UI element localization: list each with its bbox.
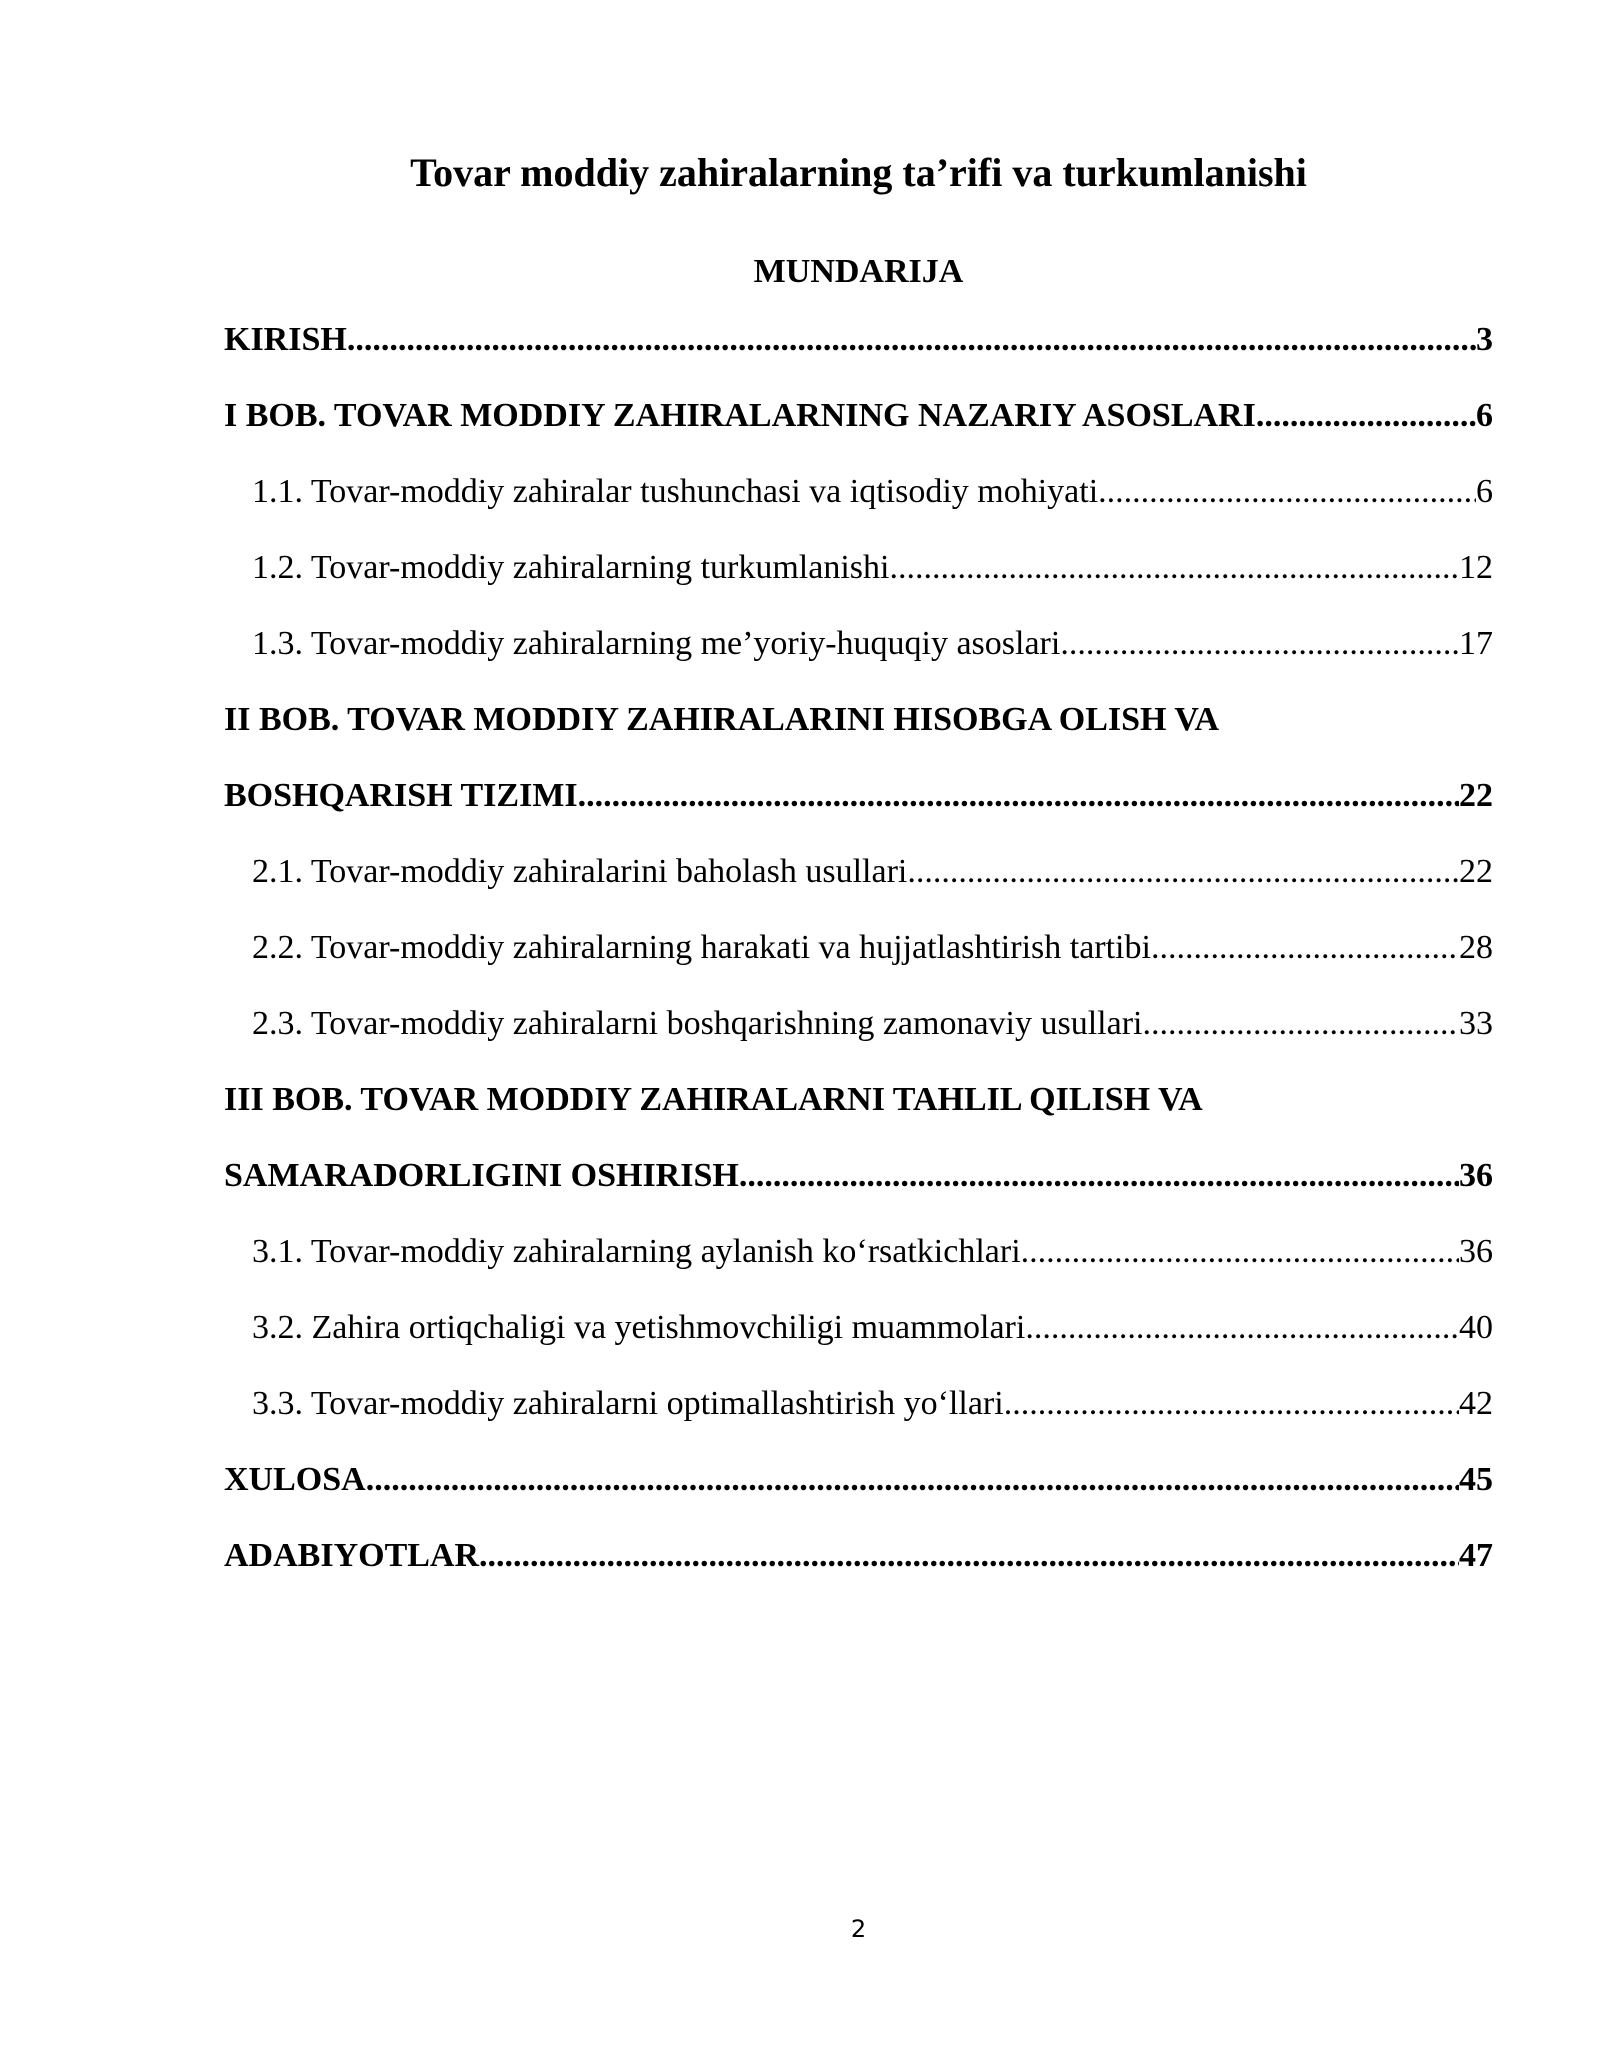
toc-leader-dots: [1256, 386, 1476, 446]
toc-entry-label: ADABIYOTLAR: [224, 1537, 480, 1574]
toc-leader-dots: [1143, 994, 1460, 1054]
toc-entry-label: 3.1. Tovar-moddiy zahiralarning aylanish ko‘rsatkichlari: [252, 1233, 1021, 1270]
toc-leader-dots: [1025, 1298, 1459, 1358]
toc-entry-chapter-1[interactable]: [224, 386, 1493, 462]
toc-leader-dots: [907, 842, 1459, 902]
toc-entry-page: 47: [1459, 1537, 1493, 1574]
toc-entry-page: 22: [1459, 777, 1493, 814]
toc-entry-chapter-3[interactable]: [224, 1070, 1493, 1222]
toc-leader-dots: [1004, 1374, 1459, 1434]
toc-entry-section-3-1[interactable]: [224, 1222, 1493, 1298]
toc-entry-section-1-1[interactable]: [224, 462, 1493, 538]
toc-entry-label: 1.3. Tovar-moddiy zahiralarning me’yoriy-huquqiy asoslari: [252, 625, 1061, 662]
toc-leader-dots: [366, 1450, 1459, 1510]
toc-entry-label-line1: III BOB. TOVAR MODDIY ZAHIRALARNI TAHLIL QILISH VA: [224, 1081, 1203, 1118]
toc-entry-section-2-3[interactable]: [224, 994, 1493, 1070]
toc-entry-page: 12: [1459, 549, 1493, 586]
document-title: Tovar moddiy zahiralarning ta’rifi va turkumlanishi: [410, 150, 1307, 195]
toc-entry-label: 3.3. Tovar-moddiy zahiralarni optimallashtirish yo‘llari: [252, 1385, 1004, 1422]
toc-entry-page: 6: [1476, 397, 1493, 434]
toc-entry-page: 36: [1459, 1233, 1493, 1270]
toc-entry-section-2-2[interactable]: [224, 918, 1493, 994]
toc-entry-label-line1: II BOB. TOVAR MODDIY ZAHIRALARINI HISOBGA OLISH VA: [224, 701, 1220, 738]
toc-entry-label-line2: SAMARADORLIGINI OSHIRISH: [224, 1157, 739, 1194]
toc-entry-label: KIRISH: [224, 321, 347, 358]
page-number: 2: [850, 1915, 867, 1943]
toc-entry-page: 3: [1476, 321, 1493, 358]
toc-entry-chapter-2[interactable]: [224, 690, 1493, 842]
toc-entry-page: 28: [1459, 929, 1493, 966]
toc-entry-page: 17: [1459, 625, 1493, 662]
toc-entry-kirish[interactable]: [224, 310, 1493, 386]
toc-entry-label: I BOB. TOVAR MODDIY ZAHIRALARNING NAZARIY ASOSLARI: [224, 397, 1256, 434]
toc-entry-page: 22: [1459, 853, 1493, 890]
toc-entry-page: 45: [1459, 1461, 1493, 1498]
toc-entry-label: 3.2. Zahira ortiqchaligi va yetishmovchiligi muammolari: [252, 1309, 1026, 1346]
table-of-contents: [224, 310, 1493, 1602]
toc-entry-label: 2.3. Tovar-moddiy zahiralarni boshqarishning zamonaviy usullari: [252, 1005, 1143, 1042]
toc-entry-label: 1.2. Tovar-moddiy zahiralarning turkumlanishi: [252, 549, 890, 586]
toc-leader-dots: [889, 538, 1459, 598]
toc-leader-dots: [578, 766, 1459, 826]
toc-heading: MUNDARIJA: [753, 253, 964, 290]
toc-entry-label: 1.1. Tovar-moddiy zahiralar tushunchasi va iqtisodiy mohiyati: [252, 473, 1099, 510]
toc-entry-label-line2: BOSHQARISH TIZIMI: [224, 777, 578, 814]
toc-entry-page: 33: [1459, 1005, 1493, 1042]
toc-leader-dots: [1098, 462, 1476, 522]
toc-entry-adabiyotlar[interactable]: [224, 1526, 1493, 1602]
toc-leader-dots: [1151, 918, 1459, 978]
toc-entry-page: 36: [1459, 1157, 1493, 1194]
toc-entry-xulosa[interactable]: [224, 1450, 1493, 1526]
toc-entry-page: 6: [1476, 473, 1493, 510]
toc-entry-section-3-2[interactable]: [224, 1298, 1493, 1374]
toc-entry-section-2-1[interactable]: [224, 842, 1493, 918]
toc-leader-dots: [739, 1146, 1459, 1206]
toc-leader-dots: [479, 1526, 1459, 1586]
toc-entry-label: XULOSA: [224, 1461, 366, 1498]
toc-entry-label: 2.2. Tovar-moddiy zahiralarning harakati va hujjatlashtirish tartibi: [252, 929, 1151, 966]
toc-leader-dots: [1060, 614, 1459, 674]
toc-entry-page: 40: [1459, 1309, 1493, 1346]
toc-entry-section-1-3[interactable]: [224, 614, 1493, 690]
toc-entry-section-1-2[interactable]: [224, 538, 1493, 614]
toc-leader-dots: [1021, 1222, 1459, 1282]
toc-leader-dots: [347, 310, 1476, 370]
toc-entry-page: 42: [1459, 1385, 1493, 1422]
toc-entry-section-3-3[interactable]: [224, 1374, 1493, 1450]
toc-entry-label: 2.1. Tovar-moddiy zahiralarini baholash usullari: [252, 853, 908, 890]
